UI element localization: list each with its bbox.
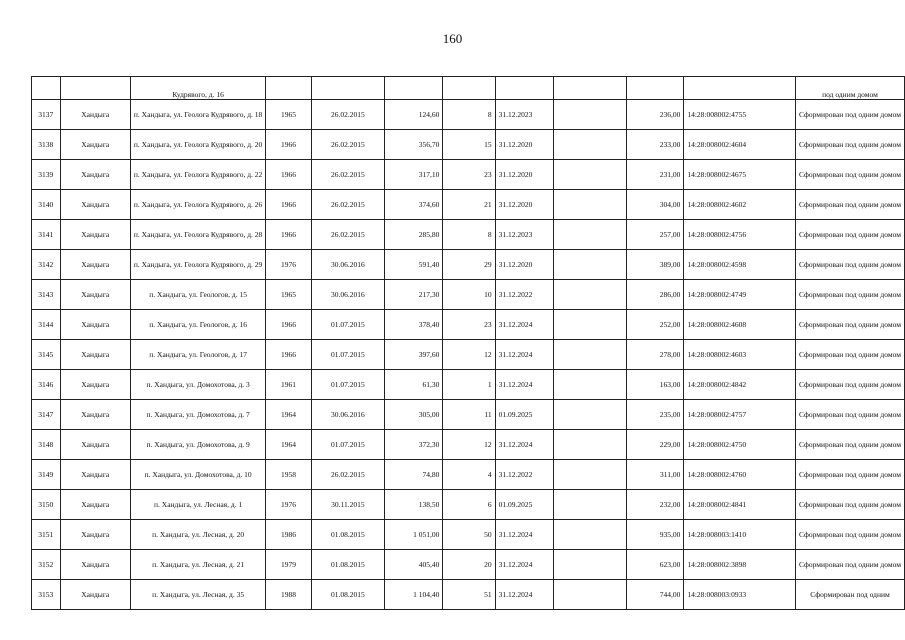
cell-year: 1965: [266, 280, 311, 310]
cell-extra: [554, 250, 626, 280]
cell-locality: Хандыга: [60, 250, 130, 280]
cell-plan-date: 01.09.2025: [495, 400, 554, 430]
cell-cadastral: 14:28:008002:4755: [684, 100, 796, 130]
cell-plan-date: 31.12.2024: [495, 550, 554, 580]
cell-status: Сформирован под одним домом: [795, 460, 904, 490]
cell-number: 3143: [32, 280, 61, 310]
cell-cadastral: 14:28:008002:4602: [684, 190, 796, 220]
cell-plan-date: 31.12.2020: [495, 250, 554, 280]
cell-date: 01.08.2015: [311, 550, 385, 580]
cell-land-area: 231,00: [626, 160, 684, 190]
cell-address: п. Хандыга, ул. Геолога Кудрявого, д. 20: [130, 130, 265, 160]
cell-area: 356,70: [385, 130, 443, 160]
cell-cadastral: 14:28:008002:4757: [684, 400, 796, 430]
cell-locality: Хандыга: [60, 160, 130, 190]
cell-count: 4: [443, 460, 495, 490]
cell-locality: Хандыга: [60, 130, 130, 160]
cell-date: 01.07.2015: [311, 370, 385, 400]
cell-land-area: 257,00: [626, 220, 684, 250]
cell-area: 61,30: [385, 370, 443, 400]
cell-land-area: [626, 77, 684, 100]
table-row: [32, 430, 905, 460]
cell-date: 26.02.2015: [311, 220, 385, 250]
cell-extra: [554, 430, 626, 460]
cell-year: 1964: [266, 430, 311, 460]
cell-year: 1964: [266, 400, 311, 430]
cell-locality: Хандыга: [60, 280, 130, 310]
cell-date: 30.06.2016: [311, 400, 385, 430]
cell-status: Сформирован под одним домом: [795, 100, 904, 130]
cell-cadastral: 14:28:008003:1410: [684, 520, 796, 550]
cell-area: 305,00: [385, 400, 443, 430]
cell-locality: Хандыга: [60, 550, 130, 580]
cell-cadastral: 14:28:008002:4841: [684, 490, 796, 520]
table-row: [32, 580, 905, 610]
cell-count: 11: [443, 400, 495, 430]
cell-extra: [554, 580, 626, 610]
table-row: [32, 310, 905, 340]
cell-land-area: 389,00: [626, 250, 684, 280]
cell-area: [385, 77, 443, 100]
cell-plan-date: 31.12.2022: [495, 460, 554, 490]
cell-date: 01.08.2015: [311, 520, 385, 550]
cell-date: 01.07.2015: [311, 430, 385, 460]
cell-status: Сформирован под одним домом: [795, 340, 904, 370]
cell-year: 1966: [266, 340, 311, 370]
cell-locality: Хандыга: [60, 460, 130, 490]
table-row: [32, 250, 905, 280]
cell-count: 23: [443, 160, 495, 190]
cell-extra: [554, 190, 626, 220]
cell-status: под одним домом: [795, 77, 904, 100]
cell-plan-date: 31.12.2024: [495, 340, 554, 370]
table-row: [32, 220, 905, 250]
cell-locality: Хандыга: [60, 310, 130, 340]
cell-number: 3145: [32, 340, 61, 370]
cell-land-area: 235,00: [626, 400, 684, 430]
cell-date: 26.02.2015: [311, 130, 385, 160]
cell-plan-date: 01.09.2025: [495, 490, 554, 520]
cell-land-area: 233,00: [626, 130, 684, 160]
cell-year: 1966: [266, 310, 311, 340]
cell-year: 1988: [266, 580, 311, 610]
cell-locality: Хандыга: [60, 580, 130, 610]
cell-extra: [554, 220, 626, 250]
cell-number: 3144: [32, 310, 61, 340]
cell-number: 3147: [32, 400, 61, 430]
cell-locality: Хандыга: [60, 370, 130, 400]
cell-status: Сформирован под одним домом: [795, 190, 904, 220]
cell-area: 74,80: [385, 460, 443, 490]
cell-land-area: 229,00: [626, 430, 684, 460]
cell-cadastral: 14:28:008002:3898: [684, 550, 796, 580]
cell-cadastral: 14:28:008002:4756: [684, 220, 796, 250]
table-row: [32, 400, 905, 430]
cell-count: 50: [443, 520, 495, 550]
cell-area: 372,30: [385, 430, 443, 460]
cell-address: п. Хандыга, ул. Лесная, д. 35: [130, 580, 265, 610]
cell-count: 51: [443, 580, 495, 610]
table-row: [32, 130, 905, 160]
cell-count: 15: [443, 130, 495, 160]
cell-plan-date: 31.12.2023: [495, 100, 554, 130]
cell-extra: [554, 460, 626, 490]
cell-cadastral: 14:28:008002:4598: [684, 250, 796, 280]
cell-year: 1966: [266, 130, 311, 160]
cell-status: Сформирован под одним домом: [795, 520, 904, 550]
cell-area: 405,40: [385, 550, 443, 580]
cell-area: 1 104,40: [385, 580, 443, 610]
cell-status: Сформирован под одним домом: [795, 310, 904, 340]
cell-area: 124,60: [385, 100, 443, 130]
cell-status: Сформирован под одним: [795, 580, 904, 610]
cell-status: Сформирован под одним домом: [795, 250, 904, 280]
cell-land-area: 744,00: [626, 580, 684, 610]
cell-plan-date: 31.12.2024: [495, 520, 554, 550]
cell-extra: [554, 160, 626, 190]
cell-address: Кудрявого, д. 16: [130, 77, 265, 100]
cell-date: [311, 77, 385, 100]
cell-locality: [60, 77, 130, 100]
table-row-continuation: [32, 77, 905, 100]
cell-count: 29: [443, 250, 495, 280]
cell-number: 3140: [32, 190, 61, 220]
cell-land-area: 935,00: [626, 520, 684, 550]
cell-extra: [554, 550, 626, 580]
cell-plan-date: 31.12.2020: [495, 130, 554, 160]
cell-area: 138,50: [385, 490, 443, 520]
table-row: [32, 340, 905, 370]
cell-year: 1958: [266, 460, 311, 490]
cell-address: п. Хандыга, ул. Домохотова, д. 7: [130, 400, 265, 430]
cell-year: 1986: [266, 520, 311, 550]
table-row: [32, 460, 905, 490]
cell-extra: [554, 520, 626, 550]
table-row: [32, 160, 905, 190]
cell-land-area: 163,00: [626, 370, 684, 400]
cell-plan-date: 31.12.2024: [495, 580, 554, 610]
cell-number: 3141: [32, 220, 61, 250]
cell-extra: [554, 370, 626, 400]
cell-area: 217,30: [385, 280, 443, 310]
cell-number: 3150: [32, 490, 61, 520]
cell-status: Сформирован под одним домом: [795, 550, 904, 580]
cell-count: 6: [443, 490, 495, 520]
cell-date: 26.02.2015: [311, 190, 385, 220]
cell-extra: [554, 100, 626, 130]
table-row: [32, 100, 905, 130]
cell-area: 317,10: [385, 160, 443, 190]
table-body: [32, 77, 905, 610]
cell-address: п. Хандыга, ул. Геологов, д. 15: [130, 280, 265, 310]
cell-locality: Хандыга: [60, 220, 130, 250]
cell-extra: [554, 340, 626, 370]
cell-year: [266, 77, 311, 100]
cell-land-area: 286,00: [626, 280, 684, 310]
cell-extra: [554, 400, 626, 430]
cell-status: Сформирован под одним домом: [795, 490, 904, 520]
cell-cadastral: 14:28:008002:4750: [684, 430, 796, 460]
cell-address: п. Хандыга, ул. Домохотова, д. 3: [130, 370, 265, 400]
cell-plan-date: 31.12.2020: [495, 190, 554, 220]
cell-number: [32, 77, 61, 100]
cell-number: 3149: [32, 460, 61, 490]
cell-date: 01.07.2015: [311, 310, 385, 340]
cell-land-area: 304,00: [626, 190, 684, 220]
housing-registry-table: [31, 76, 905, 610]
cell-count: 23: [443, 310, 495, 340]
cell-address: п. Хандыга, ул. Геолога Кудрявого, д. 28: [130, 220, 265, 250]
cell-year: 1979: [266, 550, 311, 580]
cell-status: Сформирован под одним домом: [795, 370, 904, 400]
cell-locality: Хандыга: [60, 520, 130, 550]
table-row: [32, 280, 905, 310]
cell-number: 3138: [32, 130, 61, 160]
cell-address: п. Хандыга, ул. Геолога Кудрявого, д. 26: [130, 190, 265, 220]
cell-status: Сформирован под одним домом: [795, 130, 904, 160]
cell-plan-date: 31.12.2024: [495, 430, 554, 460]
cell-year: 1966: [266, 220, 311, 250]
cell-status: Сформирован под одним домом: [795, 160, 904, 190]
cell-extra: [554, 77, 626, 100]
cell-year: 1961: [266, 370, 311, 400]
cell-number: 3148: [32, 430, 61, 460]
cell-extra: [554, 130, 626, 160]
cell-status: Сформирован под одним домом: [795, 280, 904, 310]
cell-locality: Хандыга: [60, 400, 130, 430]
cell-address: п. Хандыга, ул. Лесная, д. 20: [130, 520, 265, 550]
cell-cadastral: 14:28:008002:4608: [684, 310, 796, 340]
cell-date: 30.06.2016: [311, 250, 385, 280]
cell-extra: [554, 310, 626, 340]
cell-plan-date: 31.12.2024: [495, 370, 554, 400]
cell-count: 1: [443, 370, 495, 400]
cell-area: 1 051,00: [385, 520, 443, 550]
table-row: [32, 490, 905, 520]
cell-address: п. Хандыга, ул. Геолога Кудрявого, д. 18: [130, 100, 265, 130]
cell-number: 3152: [32, 550, 61, 580]
cell-area: 378,40: [385, 310, 443, 340]
cell-cadastral: 14:28:008002:4675: [684, 160, 796, 190]
cell-land-area: 232,00: [626, 490, 684, 520]
cell-count: 8: [443, 100, 495, 130]
cell-address: п. Хандыга, ул. Домохотова, д. 10: [130, 460, 265, 490]
cell-date: 01.08.2015: [311, 580, 385, 610]
cell-area: 374,60: [385, 190, 443, 220]
cell-date: 26.02.2015: [311, 100, 385, 130]
cell-date: 01.07.2015: [311, 340, 385, 370]
cell-date: 26.02.2015: [311, 160, 385, 190]
cell-status: Сформирован под одним домом: [795, 430, 904, 460]
cell-locality: Хандыга: [60, 340, 130, 370]
cell-address: п. Хандыга, ул. Геологов, д. 17: [130, 340, 265, 370]
cell-cadastral: 14:28:008002:4760: [684, 460, 796, 490]
cell-number: 3146: [32, 370, 61, 400]
cell-plan-date: [495, 77, 554, 100]
cell-count: 20: [443, 550, 495, 580]
cell-count: 8: [443, 220, 495, 250]
cell-date: 30.06.2016: [311, 280, 385, 310]
cell-date: 30.11.2015: [311, 490, 385, 520]
cell-plan-date: 31.12.2024: [495, 310, 554, 340]
cell-extra: [554, 490, 626, 520]
cell-address: п. Хандыга, ул. Геолога Кудрявого, д. 22: [130, 160, 265, 190]
cell-count: 12: [443, 430, 495, 460]
cell-count: 21: [443, 190, 495, 220]
cell-address: п. Хандыга, ул. Лесная, д. 21: [130, 550, 265, 580]
cell-land-area: 278,00: [626, 340, 684, 370]
cell-locality: Хандыга: [60, 430, 130, 460]
cell-year: 1966: [266, 160, 311, 190]
cell-number: 3137: [32, 100, 61, 130]
cell-area: 591,40: [385, 250, 443, 280]
page-number: 160: [442, 31, 463, 46]
cell-address: п. Хандыга, ул. Домохотова, д. 9: [130, 430, 265, 460]
cell-plan-date: 31.12.2022: [495, 280, 554, 310]
cell-locality: Хандыга: [60, 100, 130, 130]
cell-plan-date: 31.12.2023: [495, 220, 554, 250]
cell-locality: Хандыга: [60, 490, 130, 520]
cell-land-area: 252,00: [626, 310, 684, 340]
cell-count: [443, 77, 495, 100]
cell-status: Сформирован под одним домом: [795, 400, 904, 430]
cell-date: 26.02.2015: [311, 460, 385, 490]
table-row: [32, 190, 905, 220]
cell-number: 3142: [32, 250, 61, 280]
cell-cadastral: [684, 77, 796, 100]
cell-locality: Хандыга: [60, 190, 130, 220]
cell-plan-date: 31.12.2020: [495, 160, 554, 190]
cell-land-area: 623,00: [626, 550, 684, 580]
cell-area: 397,60: [385, 340, 443, 370]
cell-address: п. Хандыга, ул. Лесная, д. 1: [130, 490, 265, 520]
cell-number: 3153: [32, 580, 61, 610]
cell-cadastral: 14:28:008002:4842: [684, 370, 796, 400]
cell-count: 10: [443, 280, 495, 310]
cell-status: Сформирован под одним домом: [795, 220, 904, 250]
cell-year: 1976: [266, 250, 311, 280]
cell-year: 1976: [266, 490, 311, 520]
cell-number: 3151: [32, 520, 61, 550]
cell-count: 12: [443, 340, 495, 370]
cell-address: п. Хандыга, ул. Геологов, д. 16: [130, 310, 265, 340]
cell-extra: [554, 280, 626, 310]
cell-land-area: 311,00: [626, 460, 684, 490]
table-row: [32, 520, 905, 550]
cell-cadastral: 14:28:008002:4604: [684, 130, 796, 160]
cell-cadastral: 14:28:008002:4749: [684, 280, 796, 310]
cell-land-area: 236,00: [626, 100, 684, 130]
cell-year: 1965: [266, 100, 311, 130]
cell-cadastral: 14:28:008002:4603: [684, 340, 796, 370]
cell-area: 285,80: [385, 220, 443, 250]
cell-address: п. Хандыга, ул. Геолога Кудрявого, д. 29: [130, 250, 265, 280]
cell-number: 3139: [32, 160, 61, 190]
table-row: [32, 370, 905, 400]
table-row: [32, 550, 905, 580]
cell-year: 1966: [266, 190, 311, 220]
cell-cadastral: 14:28:008003:0933: [684, 580, 796, 610]
